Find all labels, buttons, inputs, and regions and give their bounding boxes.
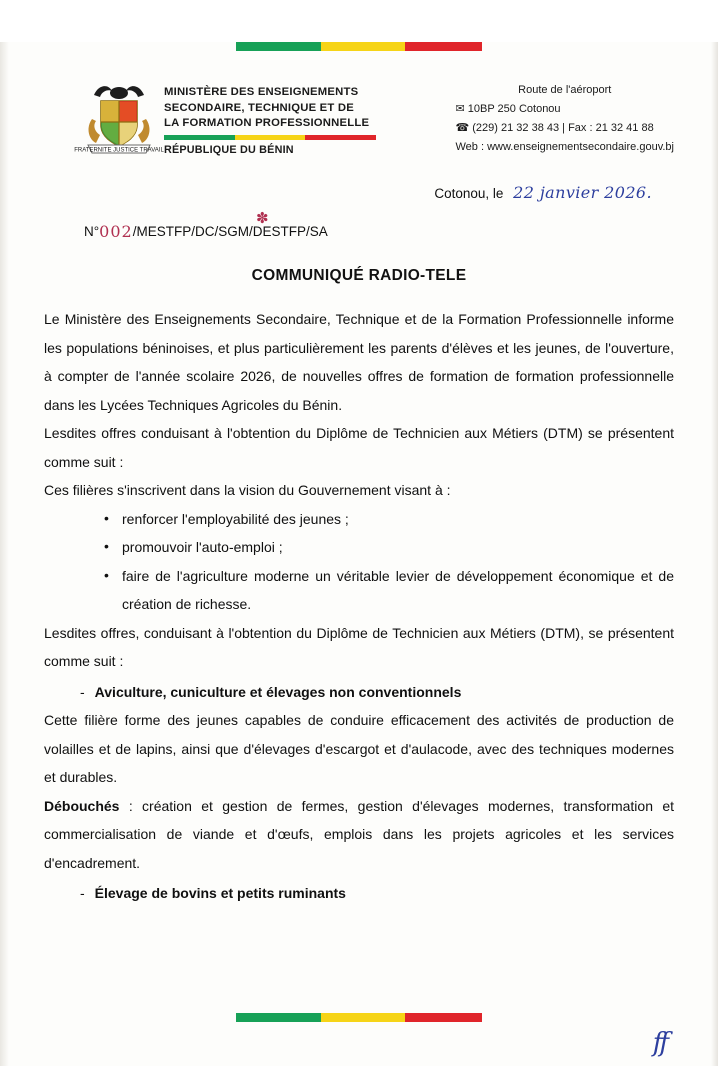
contact-pobox-row <box>456 100 675 119</box>
flag-segment-yellow <box>321 42 406 51</box>
section-2-title: Élevage de bovins et petits ruminants <box>94 885 346 901</box>
section-heading-2 <box>44 879 674 908</box>
contact-phone: (229) 21 32 38 43 | Fax : 21 32 41 88 <box>472 122 654 134</box>
debouches-paragraph <box>44 792 674 878</box>
flag-segment-red <box>405 42 482 51</box>
flag-bar-top <box>236 42 482 51</box>
pen-mark-icon: ✽ <box>256 210 269 227</box>
flag-segment-red <box>405 1013 482 1022</box>
footer-flag-wrap <box>0 1013 718 1022</box>
document-page <box>0 42 718 1066</box>
flag-bar-bottom <box>236 1013 482 1022</box>
letterhead <box>44 79 674 157</box>
place-label: Cotonou, le <box>434 186 504 201</box>
telephone-icon: ☎ <box>455 122 470 134</box>
section-1-title: Aviculture, cuniculture et élevages non conventionnels <box>94 683 462 700</box>
debouches-label: Débouchés <box>44 797 120 814</box>
reference-number: 002 <box>99 222 133 241</box>
rule-segment-green <box>164 135 235 140</box>
ministry-line-3: LA FORMATION PROFESSIONNELLE <box>164 117 370 129</box>
document-body <box>44 305 674 908</box>
rule-segment-red <box>305 135 376 140</box>
contact-web: Web : www.enseignementsecondaire.gouv.bj <box>455 141 674 153</box>
section-heading-1 <box>44 678 674 707</box>
reference-prefix: N° <box>84 224 100 239</box>
date-line <box>44 183 674 209</box>
section-dash: - <box>80 683 85 700</box>
debouches-text: : création et gestion de fermes, gestion d'élevages modernes, transformation et commercialisation de viande et d'œufs, emplois dans les projets agricoles et les services d'encadrement. <box>44 797 674 871</box>
contact-address: Route de l'aéroport <box>518 84 612 96</box>
paragraph-1: Le Ministère des Enseignements Secondaire, Technique et de la Formation Professionnelle informe les populations béninoises, et plus particulièrement les parents d'élèves et les jeunes, de l'ouverture, à compter de l'année scolaire 2026, de nouvelles offres de formation de formation professionnelle dans les Lycées Techniques Agricoles du Bénin. <box>44 311 674 413</box>
reference-suffix: /MESTFP/DC/SGM/DESTFP/SA <box>132 224 328 239</box>
coat-of-arms-icon <box>74 79 164 157</box>
signature-mark: ff <box>652 1028 666 1058</box>
contact-phone-row <box>456 119 675 138</box>
paragraph-4: Lesdites offres, conduisant à l'obtention du Diplôme de Technicien aux Métiers (DTM), se présentent comme suit : <box>44 624 674 669</box>
date-handwritten: 22 janvier 2026. <box>513 183 652 202</box>
reference-line <box>44 210 674 245</box>
svg-text:FRATERNITE JUSTICE TRAVAIL: FRATERNITE JUSTICE TRAVAIL <box>74 147 164 154</box>
list-item: • renforcer l'employabilité des jeunes ; <box>104 505 674 534</box>
flag-segment-green <box>236 1013 321 1022</box>
paragraph-3: Ces filières s'inscrivent dans la vision du Gouvernement visant à : <box>44 482 451 498</box>
ministry-line-2: SECONDAIRE, TECHNIQUE ET DE <box>164 101 354 114</box>
republic-label: RÉPUBLIQUE DU BÉNIN <box>164 143 294 156</box>
flag-segment-yellow <box>321 1013 406 1022</box>
rule-segment-yellow <box>235 135 306 140</box>
flag-segment-green <box>236 42 321 51</box>
list-item: • promouvoir l'auto-emploi ; <box>104 533 674 562</box>
ministry-flag-rule <box>164 135 376 140</box>
vision-bullet-list <box>44 505 674 619</box>
ministry-line-1: MINISTÈRE DES ENSEIGNEMENTS <box>164 86 359 98</box>
list-item: • faire de l'agriculture moderne un véritable levier de développement économique et de création de richesse. <box>104 562 674 619</box>
section-dash: - <box>80 885 85 901</box>
paragraph-2: Lesdites offres conduisant à l'obtention du Diplôme de Technicien aux Métiers (DTM) se présentent comme suit : <box>44 425 674 470</box>
contact-block <box>456 79 675 157</box>
document-title: COMMUNIQUÉ RADIO-TELE <box>251 267 467 284</box>
envelope-icon: ✉ <box>455 103 465 115</box>
contact-pobox: 10BP 250 Cotonou <box>467 103 561 115</box>
paragraph-5: Cette filière forme des jeunes capables de conduire efficacement des activités de production de volailles et de lapins, ainsi que d'élevages d'escargot et d'aulacode, avec des techniques modernes et durables. <box>44 712 674 785</box>
ministry-block <box>164 79 376 156</box>
